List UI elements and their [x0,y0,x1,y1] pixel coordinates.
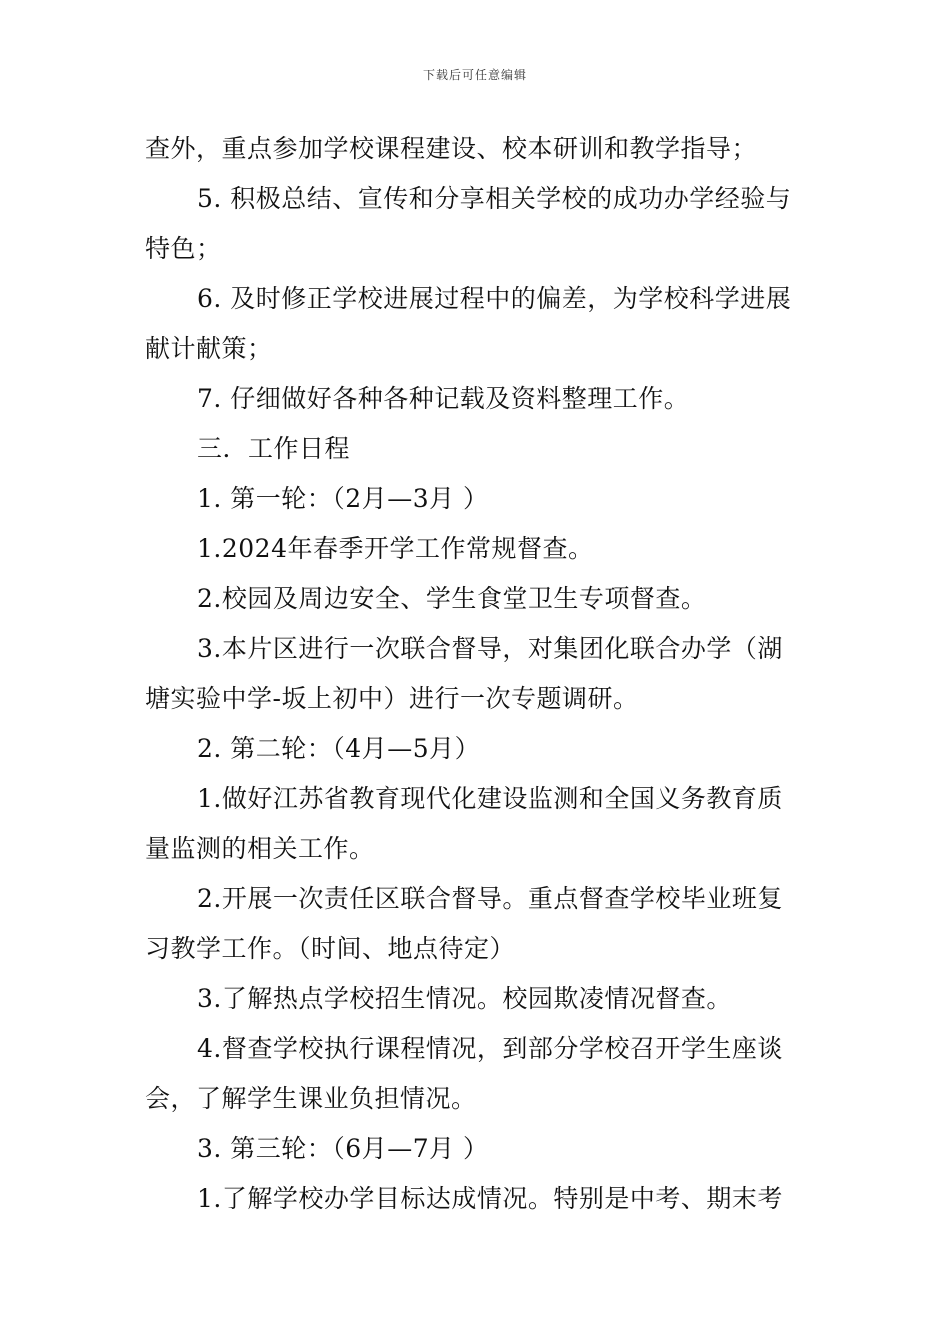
text-line: 1.2024年春季开学工作常规督查。 [197,534,594,563]
text-line: 2.开展一次责任区联合督导。重点督查学校毕业班复 [197,884,783,913]
header-note: 下载后可任意编辑 [422,68,527,82]
text-line: 塘实验中学-坂上初中）进行一次专题调研。 [145,684,639,713]
text-line: 2.校园及周边安全、学生食堂卫生专项督查。 [197,584,707,613]
text-line: 5. 积极总结、宣传和分享相关学校的成功办学经验与 [197,184,792,213]
text-line: 查外，重点参加学校课程建设、校本研训和教学指导； [145,134,758,163]
round-heading: 2. 第二轮：（4月—5月） [197,734,481,763]
text-line: 7. 仔细做好各种各种记载及资料整理工作。 [197,384,690,413]
text-line: 1.做好江苏省教育现代化建设监测和全国义务教育质 [197,784,783,813]
round-heading: 1. 第一轮：（2月—3月 ） [197,484,489,513]
text-line: 3.了解热点学校招生情况。校园欺凌情况督查。 [197,984,732,1013]
text-line: 量监测的相关工作。 [145,834,375,863]
text-line: 习教学工作。（时间、地点待定） [145,934,516,963]
section-heading: 三．工作日程 [197,434,351,463]
text-line: 会，了解学生课业负担情况。 [145,1084,477,1113]
text-line: 4.督查学校执行课程情况，到部分学校召开学生座谈 [197,1034,783,1063]
text-line: 特色； [145,234,222,263]
body-text [145,124,810,1224]
round-heading: 3. 第三轮：（6月—7月 ） [197,1134,489,1163]
text-line: 1.了解学校办学目标达成情况。特别是中考、期末考 [197,1184,783,1213]
text-line: 3.本片区进行一次联合督导，对集团化联合办学（湖 [197,634,783,663]
text-line: 献计献策； [145,334,273,363]
text-line: 6. 及时修正学校进展过程中的偏差，为学校科学进展 [197,284,792,313]
